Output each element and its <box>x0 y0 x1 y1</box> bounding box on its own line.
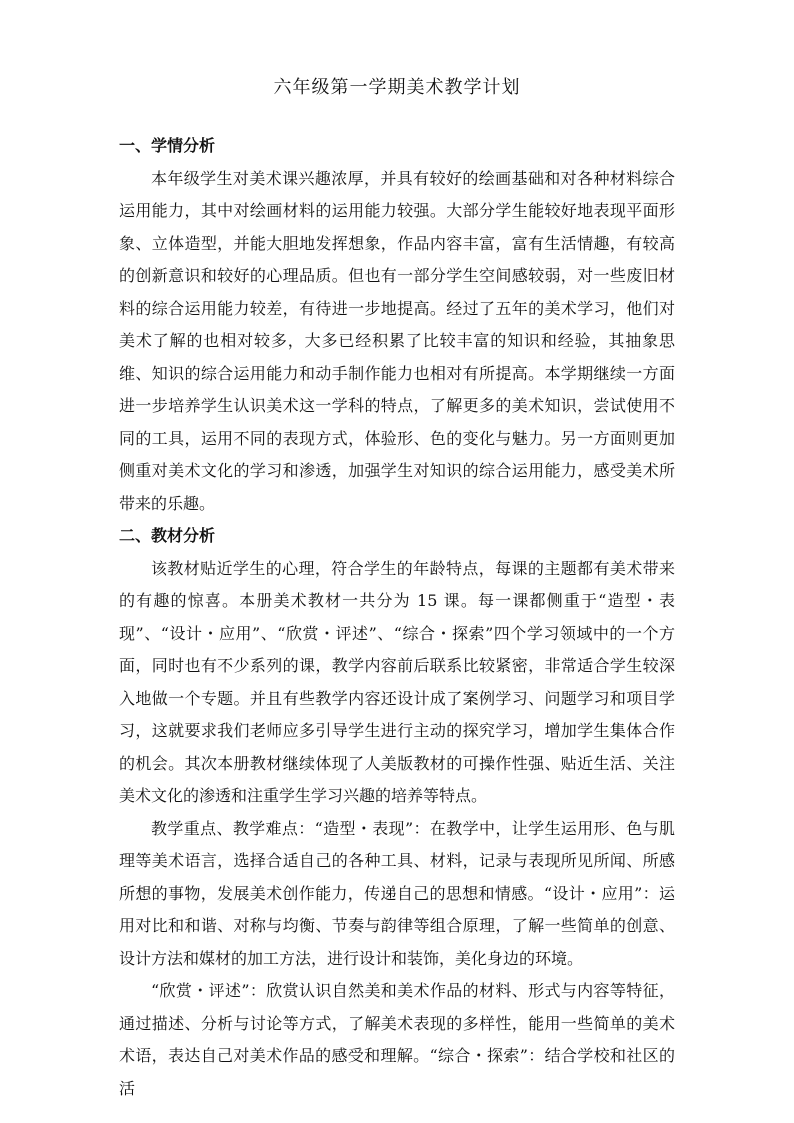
paragraph-appreciation: “欣赏・评述”：欣赏认识自然美和美术作品的材料、形式与内容等特征，通过描述、分析与讨论等方式，了解美术表现的多样性，能用一些简单的美术术语，表达自己对美术作品的感受和理解。“综合・探索”：结合学校和社区的活 <box>119 981 675 1098</box>
paragraph-textbook-analysis: 该教材贴近学生的心理，符合学生的年龄特点，每课的主题都有美术带来的有趣的惊喜。本册美术教材一共分为 15 课。每一课都侧重于“造型・表现”、“设计・应用”、“欣赏・评述”、“综合・探索”四个学习领域中的一个方面，同时也有不少系列的课，教学内容前后联系比较紧密，非常适合学生较深入地做一个专题。并且有些教学内容还设计成了案例学习、问题学习和项目学习，这就要求我们老师应多引导学生进行主动的探究学习，增加学生集体合作的机会。其次本册教材继续体现了人美版教材的可操作性强、贴近生活、关注美术文化的渗透和注重学生学习兴趣的培养等特点。 <box>119 558 675 805</box>
document-body <box>119 130 675 1105</box>
paragraph-student-analysis: 本年级学生对美术课兴趣浓厚，并具有较好的绘画基础和对各种材料综合运用能力，其中对绘画材料的运用能力较强。大部分学生能较好地表现平面形象、立体造型，并能大胆地发挥想象，作品内容丰富，富有生活情趣，有较高的创新意识和较好的心理品质。但也有一部分学生空间感较弱，对一些废旧材料的综合运用能力较差，有待进一步地提高。经过了五年的美术学习，他们对美术了解的也相对较多，大多已经积累了比较丰富的知识和经验，其抽象思维、知识的综合运用能力和动手制作能力也相对有所提高。本学期继续一方面进一步培养学生认识美术这一学科的特点，了解更多的美术知识，尝试使用不同的工具，运用不同的表现方式，体验形、色的变化与魅力。另一方面则更加侧重对美术文化的学习和渗透，加强学生对知识的综合运用能力，感受美术所带来的乐趣。 <box>119 168 675 513</box>
document-title: 六年级第一学期美术教学计划 <box>273 77 521 98</box>
paragraph-teaching-focus: 教学重点、教学难点：“造型・表现”：在教学中，让学生运用形、色与肌理等美术语言，选择合适自己的各种工具、材料，记录与表现所见所闻、所感所想的事物，发展美术创作能力，传递自己的思想和情感。“设计・应用”：运用对比和和谐、对称与均衡、节奏与韵律等组合原理，了解一些简单的创意、设计方法和媒材的加工方法，进行设计和装饰，美化身边的环境。 <box>119 818 675 968</box>
section-heading-student-analysis: 一、学情分析 <box>119 136 216 155</box>
section-heading-textbook-analysis: 二、教材分析 <box>119 526 216 545</box>
